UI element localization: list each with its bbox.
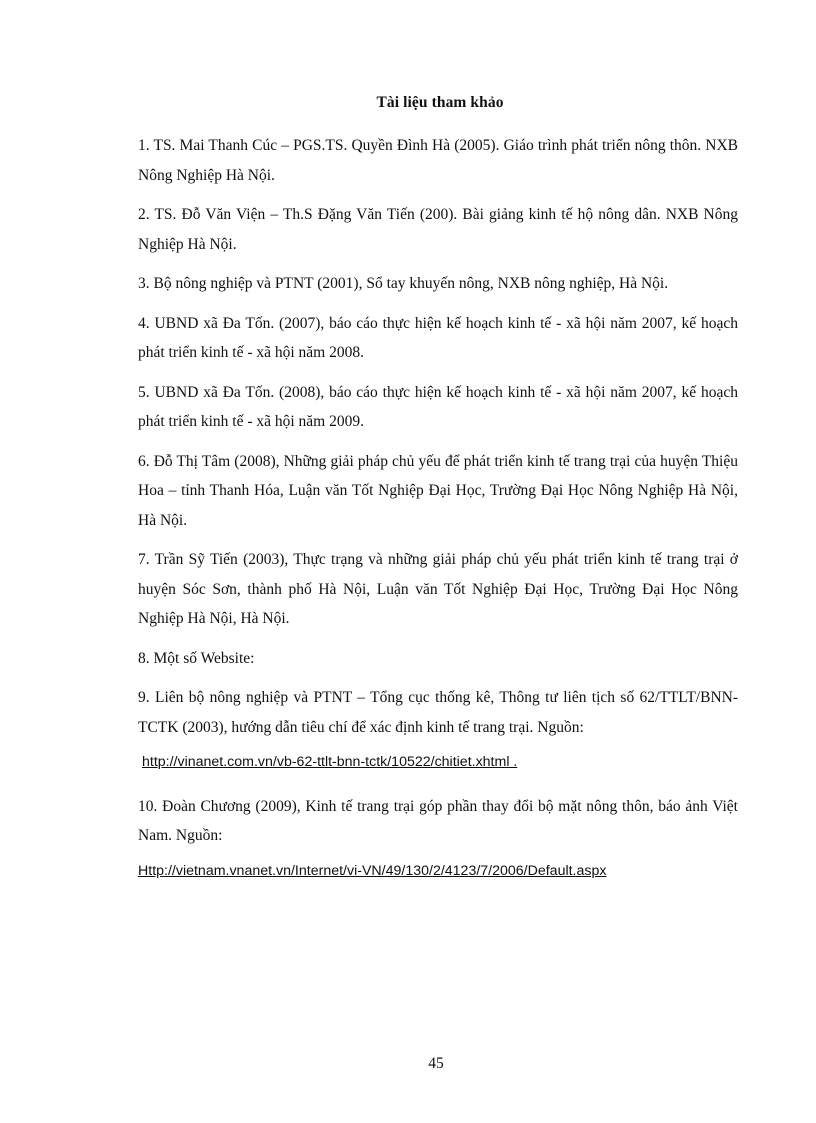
reference-item: 1. TS. Mai Thanh Cúc – PGS.TS. Quyền Đình Hà (2005). Giáo trình phát triển nông thôn. NXB Nông Nghiệp Hà Nội. <box>138 137 738 184</box>
reference-item: 5. UBND xã Đa Tốn. (2008), báo cáo thực hiện kế hoạch kinh tế - xã hội năm 2007, kế hoạch phát triển kinh tế - xã hội năm 2009. <box>138 383 738 430</box>
reference-item: 7. Trần Sỹ Tiến (2003), Thực trạng và những giải pháp chủ yếu phát triển kinh tế trang trại ở huyện Sóc Sơn, thành phố Hà Nội, Luận văn Tốt Nghiệp Đại Học, Trường Đại Học Nông Nghiệp Hà Nội, Hà Nội. <box>138 551 738 627</box>
reference-item: 4. UBND xã Đa Tốn. (2007), báo cáo thực hiện kế hoạch kinh tế - xã hội năm 2007, kế hoạch phát triển kinh tế - xã hội năm 2008. <box>138 314 738 361</box>
reference-item: 8. Một số Website: <box>138 649 255 667</box>
reference-link[interactable]: http://vinanet.com.vn/vb-62-ttlt-bnn-tctk/10522/chitiet.xhtml . <box>142 754 518 770</box>
page-title: Tài liệu tham khảo <box>376 94 504 111</box>
reference-item: 9. Liên bộ nông nghiệp và PTNT – Tổng cục thống kê, Thông tư liên tịch số 62/TTLT/BNN-TCTK (2003), hướng dẫn tiêu chí để xác định kinh tế trang trại. Nguồn: <box>138 689 738 736</box>
reference-list <box>138 131 738 886</box>
page-number: 45 <box>428 1055 444 1072</box>
reference-item: 6. Đỗ Thị Tâm (2008), Những giải pháp chủ yếu để phát triển kinh tế trang trại của huyện Thiệu Hoa – tỉnh Thanh Hóa, Luận văn Tốt Nghiệp Đại Học, Trường Đại Học Nông Nghiệp Hà Nội, Hà Nội. <box>138 452 738 529</box>
reference-item: 2. TS. Đỗ Văn Viện – Th.S Đặng Văn Tiến (200). Bài giảng kinh tế hộ nông dân. NXB Nông Nghiệp Hà Nội. <box>138 206 738 253</box>
reference-item: 10. Đoàn Chương (2009), Kinh tế trang trại góp phần thay đổi bộ mặt nông thôn, báo ảnh Việt Nam. Nguồn: <box>138 797 738 844</box>
reference-link[interactable]: Http://vietnam.vnanet.vn/Internet/vi-VN/49/130/2/4123/7/2006/Default.aspx <box>138 862 607 879</box>
reference-item: 3. Bộ nông nghiệp và PTNT (2001), Sổ tay khuyến nông, NXB nông nghiệp, Hà Nội. <box>138 275 669 292</box>
